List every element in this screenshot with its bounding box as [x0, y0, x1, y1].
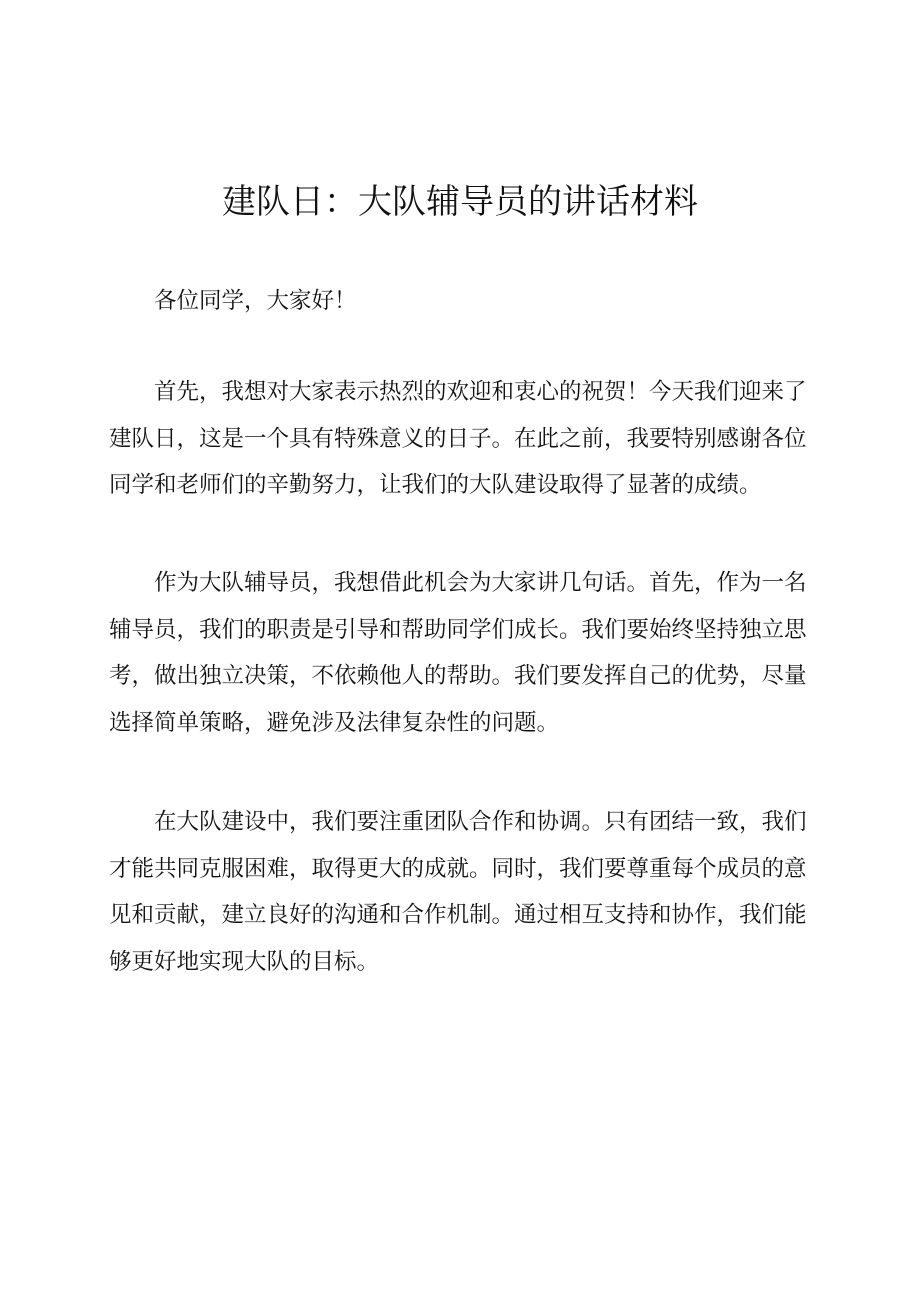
greeting-line: 各位同学，大家好！	[154, 288, 357, 314]
paragraph-3: 在大队建设中，我们要注重团队合作和协调。只有团结一致，我们才能共同克服困难，取得更大的成就。同时，我们要尊重每个成员的意见和贡献，建立良好的沟通和合作机制。通过相互支持和协作，我们能够更好地实现大队的目标。	[109, 809, 807, 975]
document-title: 建队日：大队辅导员的讲话材料	[222, 182, 698, 222]
paragraph-2: 作为大队辅导员，我想借此机会为大家讲几句话。首先，作为一名辅导员，我们的职责是引导和帮助同学们成长。我们要始终坚持独立思考，做出独立决策，不依赖他人的帮助。我们要发挥自己的优势，尽量选择简单策略，避免涉及法律复杂性的问题。	[109, 570, 807, 736]
paragraph-1: 首先，我想对大家表示热烈的欢迎和衷心的祝贺！今天我们迎来了建队日，这是一个具有特殊意义的日子。在此之前，我要特别感谢各位同学和老师们的辛勤努力，让我们的大队建设取得了显著的成绩。	[109, 379, 807, 498]
